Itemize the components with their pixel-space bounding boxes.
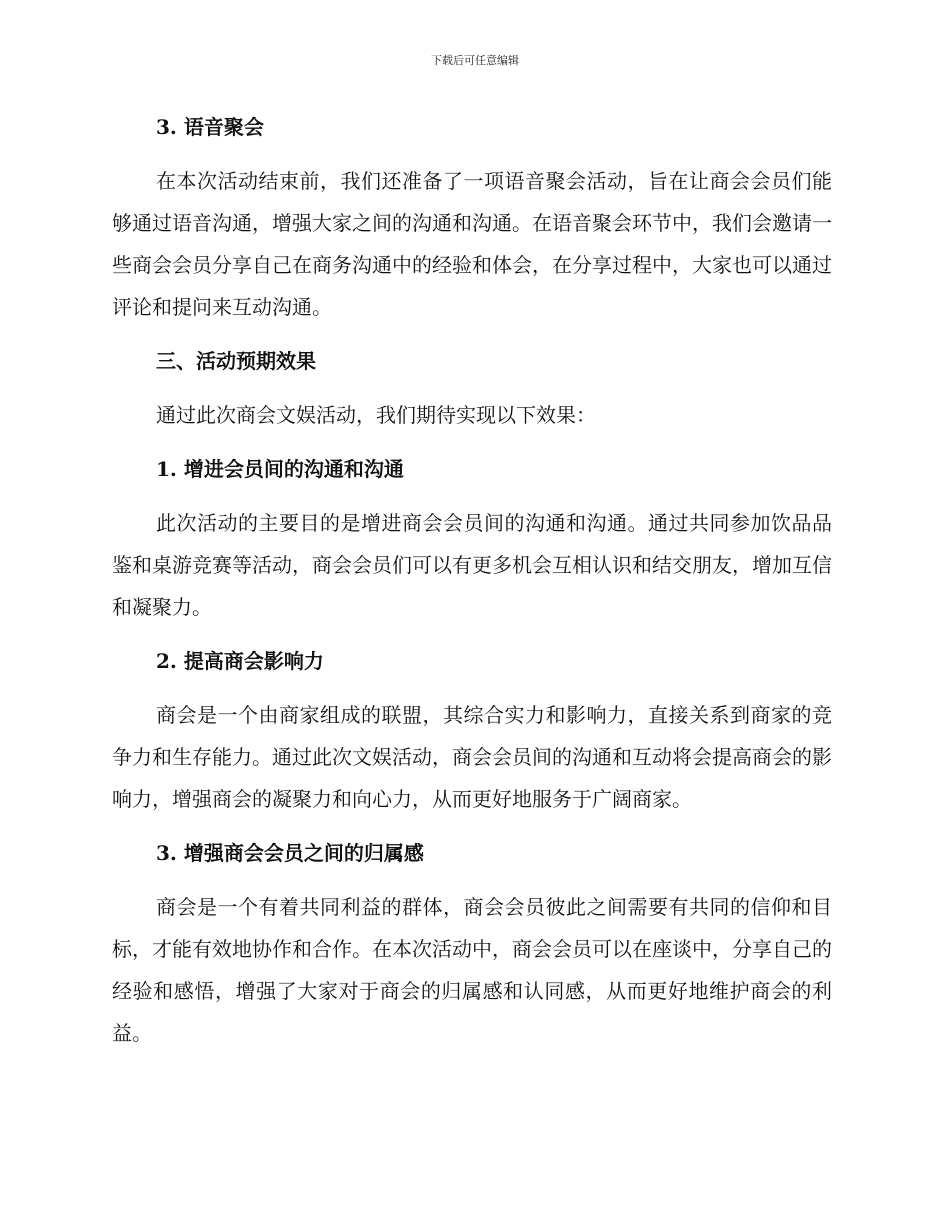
section-voice-gathering	[112, 106, 832, 328]
section-heading: 2. 提高商会影响力	[156, 649, 324, 673]
section-heading: 三、活动预期效果	[156, 349, 316, 373]
section-paragraph: 此次活动的主要目的是增进商会会员间的沟通和沟通。通过共同参加饮品品鉴和桌游竞赛等活动，商会会员们可以有更多机会互相认识和结交朋友，增加互信和凝聚力。	[112, 511, 832, 619]
section-sense-of-belonging	[112, 832, 832, 1054]
section-expected-effects	[112, 340, 832, 436]
section-chamber-influence	[112, 640, 832, 820]
section-member-communication	[112, 448, 832, 628]
section-paragraph: 商会是一个有着共同利益的群体，商会会员彼此之间需要有共同的信仰和目标，才能有效地协作和合作。在本次活动中，商会会员可以在座谈中，分享自己的经验和感悟，增强了大家对于商会的归属感和认同感，从而更好地维护商会的利益。	[112, 895, 832, 1045]
section-paragraph: 在本次活动结束前，我们还准备了一项语音聚会活动，旨在让商会会员们能够通过语音沟通，增强大家之间的沟通和沟通。在语音聚会环节中，我们会邀请一些商会会员分享自己在商务沟通中的经验和体会，在分享过程中，大家也可以通过评论和提问来互动沟通。	[112, 169, 832, 319]
section-paragraph: 商会是一个由商家组成的联盟，其综合实力和影响力，直接关系到商家的竞争力和生存能力。通过此次文娱活动，商会会员间的沟通和互动将会提高商会的影响力，增强商会的凝聚力和向心力，从而更好地服务于广阔商家。	[112, 703, 832, 811]
section-paragraph: 通过此次商会文娱活动，我们期待实现以下效果：	[156, 403, 596, 427]
section-heading: 3. 增强商会会员之间的归属感	[156, 841, 424, 865]
section-heading: 3. 语音聚会	[156, 115, 264, 139]
document-body	[112, 106, 832, 1066]
section-heading: 1. 增进会员间的沟通和沟通	[156, 457, 404, 481]
page-header: 下载后可任意编辑	[431, 54, 519, 67]
